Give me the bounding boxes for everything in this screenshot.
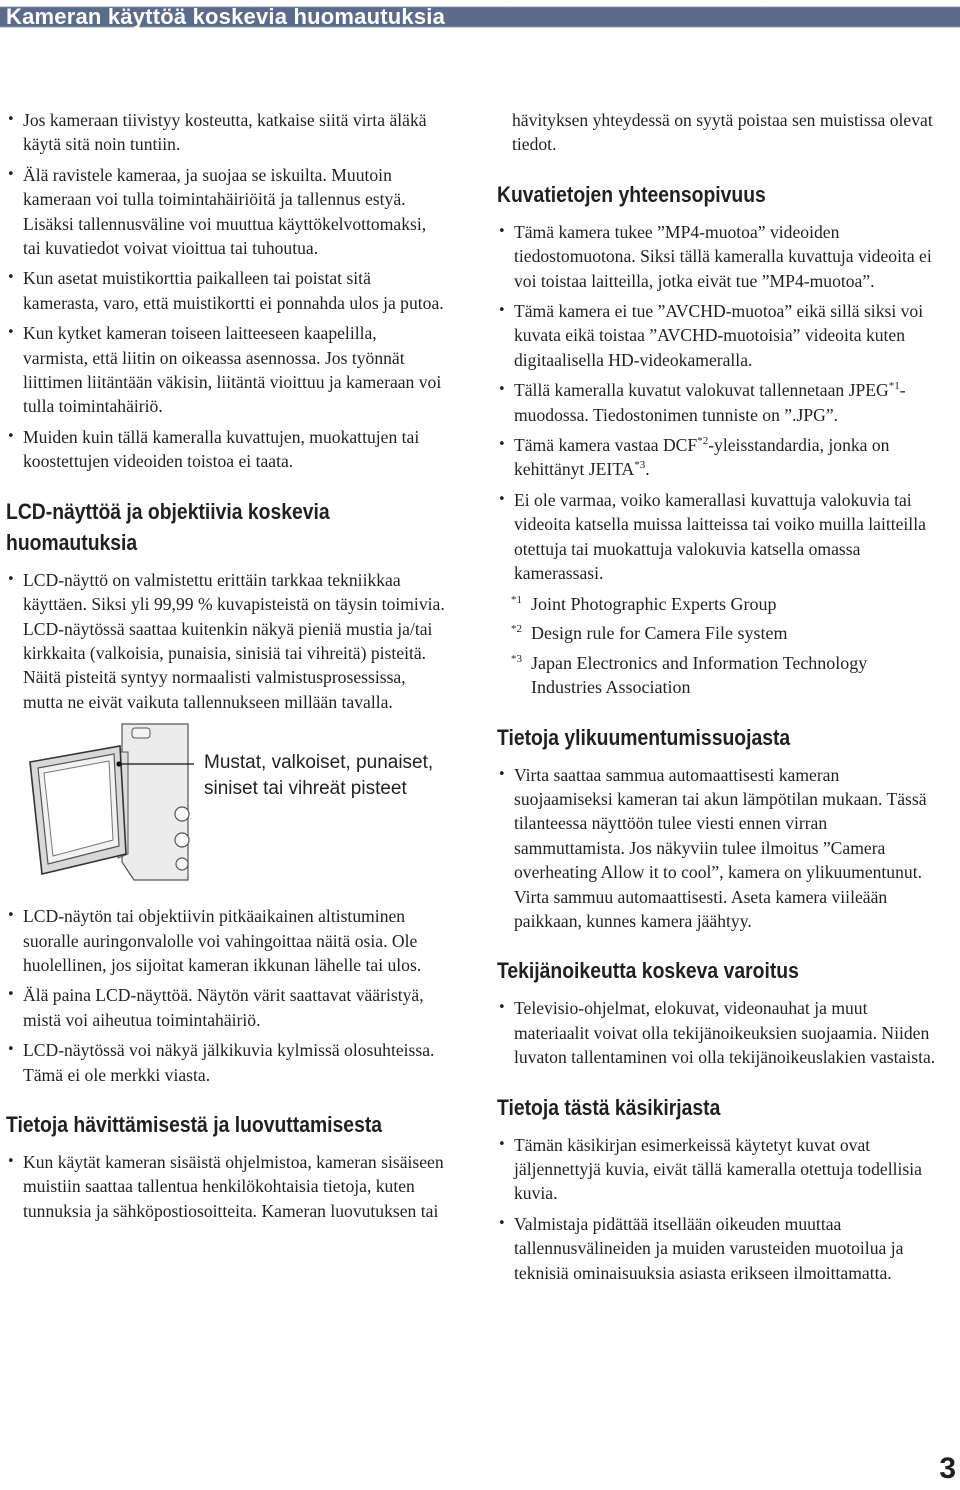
copyright-heading: Tekijänoikeutta koskeva varoitus bbox=[497, 958, 799, 984]
lcd-heading: LCD-näyttöä ja objektiivia koskevia huomautuksia bbox=[6, 498, 330, 555]
list-item: • Jos kameraan tiivistyy kosteutta, katkaise siitä virta äläkä käytä sitä noin tuntiin. bbox=[6, 108, 446, 157]
list-item bbox=[497, 378, 937, 427]
continued-text: hävityksen yhteydessä on syytä poistaa sen muistissa olevat tiedot. bbox=[512, 110, 933, 155]
lcd-pixel-figure bbox=[6, 722, 446, 890]
list-item: • Tämä kamera ei tue ”AVCHD-muotoa” eikä sillä siksi voi kuvata eikä toistaa ”AVCHD-muotoisia” videoita kuten digitaalisella HD-videokameralla. bbox=[497, 299, 937, 372]
text: -muodossa. Tiedostonimen tunniste on ”.JPG”. bbox=[514, 380, 906, 425]
footnotes bbox=[497, 592, 937, 700]
text: Tällä kameralla kuvatut valokuvat tallennetaan JPEG bbox=[514, 380, 889, 401]
footnote-mark: *1 bbox=[511, 593, 522, 606]
list-item: • Televisio-ohjelmat, elokuvat, videonauhat ja muut materiaalit voivat olla tekijänoikeuksien suojaamia. Niiden luvaton tallentaminen voi olla tekijänoikeuslakien vastaista. bbox=[497, 996, 937, 1069]
list-item: • Valmistaja pidättää itsellään oikeuden muuttaa tallennusvälineiden ja muiden varusteiden muotoilua ja teknisiä ominaisuuksia asiasta erikseen ilmoittamatta. bbox=[497, 1212, 937, 1285]
page-number: 3 bbox=[939, 1452, 956, 1485]
compat-list bbox=[497, 220, 937, 586]
lcd-list-a bbox=[6, 568, 446, 714]
list-item bbox=[497, 433, 937, 482]
list-item: • LCD-näytössä voi näkyä jälkikuvia kylmissä olosuhteissa. Tämä ei ole merkki viasta. bbox=[6, 1038, 446, 1087]
left-column bbox=[6, 108, 446, 1229]
list-item: • Tämän käsikirjan esimerkeissä käytetyt kuvat ovat jäljennettyjä kuvia, eivät tällä kameralla otettuja todellisia kuvia. bbox=[497, 1133, 937, 1206]
text: Tämä kamera vastaa DCF bbox=[514, 435, 698, 456]
figure-caption: Mustat, valkoiset, punaiset, siniset tai vihreät pisteet bbox=[204, 752, 434, 800]
footnote: $^{*3}$ Japan Electronics and Information Technology Industries Association bbox=[511, 652, 868, 697]
lcd-list-b bbox=[6, 904, 446, 1087]
camera-lcd-illustration bbox=[26, 722, 196, 882]
list-item: • Älä ravistele kameraa, ja suojaa se iskuilta. Muutoin kameraan voi tulla toimintahäiriöitä ja tallennus estyä. Lisäksi tallennusväline voi muuttua käyttökelvottomaksi, tai kuvatiedot voivat vioittua tai tuhoutua. bbox=[6, 163, 446, 261]
manual-list bbox=[497, 1133, 937, 1285]
disposal-heading: Tietoja hävittämisestä ja luovuttamisesta bbox=[6, 1111, 383, 1137]
list-item: • Muiden kuin tällä kameralla kuvattujen, muokattujen tai koostettujen videoiden toistoa ei taata. bbox=[6, 425, 446, 474]
list-item: • Kun käytät kameran sisäistä ohjelmistoa, kameran sisäiseen muistiin saattaa tallentua henkilökohtaisia tietoja, kuten tunnuksia ja sähköpostiosoitteita. Kameran luovutuksen tai bbox=[6, 1150, 446, 1223]
overheat-list bbox=[497, 763, 937, 934]
footnote: $^{*2}$ Design rule for Camera File system bbox=[497, 621, 937, 646]
text: . bbox=[645, 459, 650, 480]
list-item: • Kun asetat muistikorttia paikalleen tai poistat sitä kamerasta, varo, että muistikortti ei ponnahda ulos ja putoa. bbox=[6, 266, 446, 315]
list-item: • Tämä kamera tukee ”MP4-muotoa” videoiden tiedostomuotona. Siksi tällä kameralla kuvattuja videoita ei voi toistaa laitteilla, jotka eivät tue ”MP4-muotoa”. bbox=[497, 220, 937, 293]
intro-list bbox=[6, 108, 446, 474]
footnote-ref: *1 bbox=[888, 380, 900, 393]
footnote-mark: *2 bbox=[511, 623, 522, 635]
right-column bbox=[497, 108, 937, 1291]
disposal-list bbox=[6, 1150, 446, 1223]
overheat-heading: Tietoja ylikuumentumissuojasta bbox=[497, 724, 791, 750]
list-item: • Älä paina LCD-näyttöä. Näytön värit saattavat vääristyä, mistä voi aiheutua toimintahäiriö. bbox=[6, 983, 446, 1032]
list-item: • Ei ole varmaa, voiko kamerallasi kuvattuja valokuvia tai videoita katsella muissa laitteissa tai voiko muilla laitteilla otettuja tai muokattuja valokuvia katsella omassa kamerassasi. bbox=[497, 488, 937, 586]
list-item: • LCD-näyttö on valmistettu erittäin tarkkaa tekniikkaa käyttäen. Siksi yli 99,99 % kuvapisteistä on täysin toimivia. LCD-näytössä saattaa kuitenkin näkyä pieniä mustia ja/tai kirkkaita (valkoisia, punaisia, sinisiä tai vihreitä) pisteitä. Näitä pisteitä syntyy normaalisti valmistusprosessissa, mutta ne eivät vaikuta tallennukseen millään tavalla. bbox=[6, 568, 446, 714]
text: -yleisstandardia, jonka on kehittänyt JEITA bbox=[514, 435, 890, 480]
list-item: • LCD-näytön tai objektiivin pitkäaikainen altistuminen suoralle auringonvalolle voi vahingoittaa näitä osia. Ole huolellinen, jos sijoitat kameran ikkunan lähelle tai ulos. bbox=[6, 904, 446, 977]
list-item: • Virta saattaa sammua automaattisesti kameran suojaamiseksi kameran tai akun lämpötilan mukaan. Tässä tilanteessa näyttöön tulee viesti ennen virran sammuttamista. Jos näkyviin tulee ilmoitus ”Camera overheating Allow it to cool”, kamera on ylikuumentunut. Virta sammuu automaattisesti. Aseta kamera viileään paikkaan, kunnes kamera jäähtyy. bbox=[497, 763, 937, 934]
footnote: $^{*1}$ Joint Photographic Experts Group bbox=[497, 592, 937, 617]
footnote-ref: *3 bbox=[634, 459, 646, 472]
compat-heading: Kuvatietojen yhteensopivuus bbox=[497, 181, 766, 207]
list-item: • Kun kytket kameran toiseen laitteeseen kaapelilla, varmista, että liitin on oikeassa asennossa. Jos työnnät liittimen liitäntään väkisin, liitäntä vioittuu ja kameraan voi tulla toimintahäiriö. bbox=[6, 321, 446, 419]
footnote-mark: *3 bbox=[511, 652, 522, 665]
footnote-ref: *2 bbox=[697, 435, 709, 448]
copyright-list bbox=[497, 996, 937, 1069]
manual-heading: Tietoja tästä käsikirjasta bbox=[497, 1094, 721, 1120]
page-title: Kameran käyttöä koskevia huomautuksia bbox=[6, 4, 446, 29]
